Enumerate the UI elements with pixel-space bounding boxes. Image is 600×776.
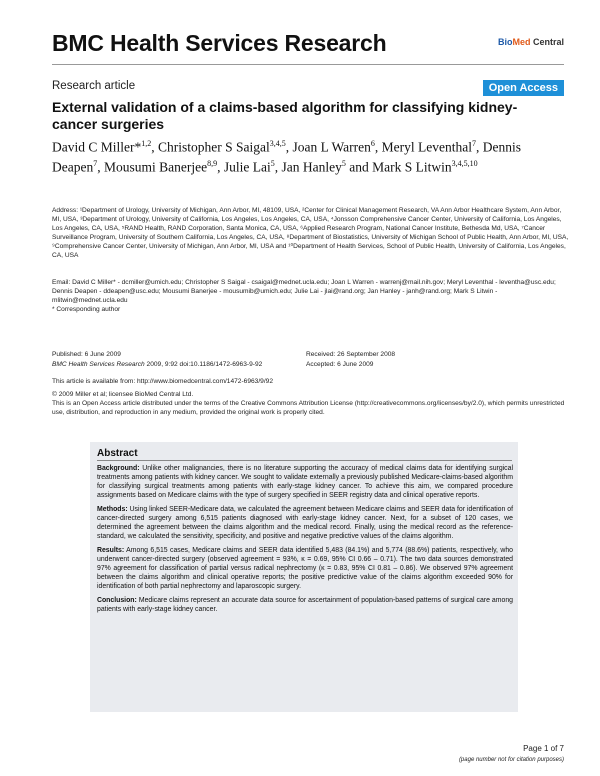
page-number: Page 1 of 7	[523, 744, 564, 753]
author-name: David C Miller*	[52, 139, 142, 155]
author-affiliation-marker: 8,9	[207, 158, 218, 168]
author-affiliation-marker: 3,4,5	[269, 139, 286, 148]
license-text: This is an Open Access article distributed under the terms of the Creative Commons Attribution License (http://creativecommons.org/licenses/by/2.0), which permits unrestricted use, distribution, and reproduction in any medium, provided the original work is properly cited.	[52, 400, 565, 416]
abstract-section	[97, 596, 513, 614]
author-affiliation-marker: 7	[93, 158, 98, 168]
author-name: Mousumi Banerjee	[103, 159, 208, 174]
author-emails: Email: David C Miller* - dcmiller@umich.edu; Christopher S Saigal - csaigal@mednet.ucla.edu; Joan L Warren - warrenj@mail.nih.gov; Meryl Leventhal - leventha@usc.edu; Dennis Deapen - ddeapen@usc.edu; Mousumi Banerjee - mousumib@umich.edu; Julie Lai - jlai@rand.org; Jan Hanley - janh@rand.org; Mark S Litwin - mlitwin@mednet.ucla.edu	[52, 279, 556, 304]
article-type: Research article	[52, 80, 136, 92]
abstract-section-label: Conclusion:	[97, 596, 137, 604]
author-name: Christopher S Saigal	[158, 139, 270, 155]
author-name: Dennis Deapen	[52, 139, 521, 174]
paper-title: External validation of a claims-based algorithm for classifying kidney-cancer surgeries	[52, 99, 518, 132]
abstract-section	[97, 546, 513, 591]
abstract-section-label: Results:	[97, 546, 125, 554]
abstract-divider	[97, 460, 512, 461]
affiliations: Address: ¹Department of Urology, University of Michigan, Ann Arbor, MI, 48109, USA, ²Center for Clinical Management Research, VA Ann Arbor Healthcare System, Ann Arbor, MI, USA, ³Department of Urology, University of California, Los Angeles, Los Angeles, CA, USA, ⁴Jonsson Comprehensive Cancer Center, University of California, Los Angeles, Los Angeles, CA, USA, ⁵RAND Health, RAND Corporation, Santa Monica, CA, USA, ⁶Applied Research Program, National Cancer Institute, Bethesda Md, USA, ⁷Cancer Surveillance Program, University of Southern California, Los Angeles, CA, USA, ⁸Department of Biostatistics, University of Michigan School of Public Health, Ann Arbor, MI, USA, ⁹Comprehensive Cancer Center, University of Michigan, Ann Arbor, MI, USA and ¹⁰Department of Health Services, School of Public Health, University of California, Los Angeles, CA, USA	[52, 207, 569, 259]
published-date: Published: 6 June 2009	[52, 351, 121, 358]
submission-dates	[306, 350, 506, 369]
copyright-line: © 2009 Miller et al; licensee BioMed Central Ltd.	[52, 391, 194, 398]
author-name: Meryl Leventhal	[381, 139, 472, 155]
author-affiliation-marker: 3,4,5,10	[451, 158, 478, 168]
page-number-note: (page number not for citation purposes)	[458, 757, 564, 763]
author-name: Julie Lai	[223, 159, 271, 174]
abstract-body	[97, 464, 513, 618]
abstract-section-text: Using linked SEER-Medicare data, we calculated the agreement between Medicare claims and SEER data for identification of cancer-directed surgery among 6,515 patients diagnosed with early-stage kidney cancer. Next, for a subset of 120 cases, we determined the agreement between the claims algorithm and the medical record. Finally, using the medical record as the reference-standard, we calculated the sensitivity, specificity, and positive and negative predictive values of the claims algorithm.	[97, 505, 513, 541]
accepted-date: Accepted: 6 June 2009	[306, 360, 374, 368]
author-affiliation-marker: 1,2	[141, 139, 152, 148]
abstract-section-label: Methods:	[97, 505, 128, 513]
availability-url[interactable]: This article is available from: http://www.biomedcentral.com/1472-6963/9/92	[52, 378, 273, 385]
abstract-section-text: Medicare claims represent an accurate data source for ascertainment of population-based patterns of surgical care among patients with early-stage kidney cancer.	[97, 596, 513, 613]
abstract-section-label: Background:	[97, 465, 140, 472]
author-name: Mark S Litwin	[372, 159, 452, 174]
copyright-notice	[52, 390, 570, 417]
header-divider	[52, 64, 564, 65]
abstract-section	[97, 464, 513, 500]
author-affiliation-marker: 7	[471, 139, 476, 148]
abstract-section-text: Among 6,515 cases, Medicare claims and SEER data identified 5,483 (84.1%) and 5,774 (88.6%) patients, respectively, who underwent cancer-directed surgery (observed agreement = 93%, κ = 0.69, 95% CI 0.66 – 0.71). The two data sources demonstrated 97% agreement for classification of partial versus radical nephrectomy (κ = 0.83, 95% CI 0.81 – 0.86). We observed 97% agreement between the claims algorithm and clinical operative reports; the positive predictive value of the claims algorithm exceeded 90% for identification of both partial nephrectomy and laparoscopic surgery.	[97, 546, 513, 591]
received-date: Received: 26 September 2008	[306, 351, 396, 358]
author-name: Joan L Warren	[292, 139, 371, 155]
abstract-heading: Abstract	[97, 448, 138, 459]
corresponding-author-note: * Corresponding author	[52, 306, 121, 313]
open-access-badge: Open Access	[483, 80, 564, 96]
author-affiliation-marker: 5	[270, 158, 275, 168]
abstract-section	[97, 505, 513, 541]
biomed-central-logo: BioMed Central	[497, 37, 564, 47]
author-affiliation-marker: 5	[341, 158, 346, 168]
publication-info	[52, 350, 302, 369]
author-list: David C Miller*$^{1,2}$, Christopher S Saigal$^{3,4,5}$, Joan L Warren$^6$, Meryl Leventhal$^7$, Dennis Deapen$^7$, Mousumi Banerjee$^{8,9}$, Julie Lai$^5$, Jan Hanley$^5$ and Mark S Litwin$^{3,4,5,10}$	[52, 139, 521, 174]
citation: BMC Health Services Research 2009, 9:92 doi:10.1186/1472-6963-9-92	[52, 360, 263, 368]
journal-title: BMC Health Services Research	[52, 30, 387, 56]
author-affiliation-marker: 6	[370, 139, 375, 148]
abstract-section-text: Unlike other malignancies, there is no literature supporting the accuracy of medical claims data for identifying surgical treatments among patients with kidney cancer. We sought to validate externally a previously published Medicare-claims-based algorithm for classifying surgical treatments among patients with early-stage kidney cancer. To achieve this aim, we compared procedure assignments based on Medicare claims with the type of surgery specified in SEER registry data and clinical operative reports.	[97, 465, 513, 500]
author-name: Jan Hanley	[281, 159, 342, 174]
